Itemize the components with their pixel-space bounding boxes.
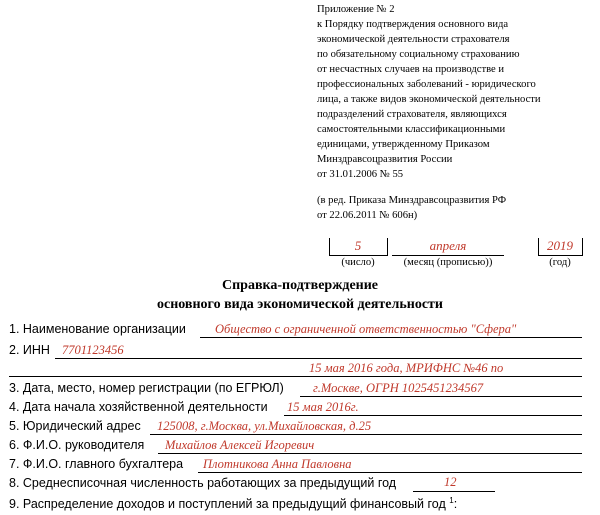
field-director-value[interactable]: Михайлов Алексей Игоревич <box>165 438 315 452</box>
field-accountant-value[interactable]: Плотникова Анна Павловна <box>203 457 352 471</box>
field-org-name-value[interactable]: Общество с ограниченной ответственностью "Сфера" <box>215 322 517 336</box>
date-bracket <box>387 238 388 256</box>
date-year-value[interactable]: 2019 <box>547 238 573 253</box>
appendix-line: лица, а также видов экономической деятельности <box>317 94 541 105</box>
field-headcount-underline <box>413 491 495 492</box>
field-start-date-underline <box>284 415 582 416</box>
field-director-underline <box>158 453 582 454</box>
month-caption: (месяц (прописью)) <box>403 257 493 268</box>
field-director-label: 6. Ф.И.О. руководителя <box>9 438 145 452</box>
date-month-value[interactable]: апреля <box>429 238 467 253</box>
field-inn-value[interactable]: 7701123456 <box>62 343 124 357</box>
appendix-header <box>317 2 597 223</box>
footnote-marker: 1 <box>449 496 454 505</box>
field-revenue-distribution-suffix: : <box>453 497 458 512</box>
field-revenue-distribution-label <box>9 496 457 511</box>
appendix-line: от несчастных случаев на производстве и <box>317 64 505 75</box>
field-registration-underline-top <box>9 376 582 377</box>
field-org-name-label: 1. Наименование организации <box>9 322 186 336</box>
field-registration-label: 3. Дата, место, номер регистрации (по ЕГРЮЛ) <box>9 381 284 395</box>
year-caption: (год) <box>549 257 571 268</box>
field-registration-value-line1[interactable]: 15 мая 2016 года, МРИФНС №46 по <box>309 361 504 375</box>
field-accountant-label: 7. Ф.И.О. главного бухгалтера <box>9 457 184 471</box>
appendix-line: экономической деятельности страхователя <box>317 34 510 45</box>
field-headcount-label: 8. Среднесписочная численность работающих за предыдущий год <box>9 476 397 490</box>
year-underline <box>538 255 582 256</box>
field-inn-label: 2. ИНН <box>9 343 50 357</box>
edition-note-line: от 22.06.2011 № 606н) <box>317 210 418 221</box>
appendix-line: подразделений страхователя, являющихся <box>317 109 507 120</box>
field-address-label: 5. Юридический адрес <box>9 419 141 433</box>
day-underline <box>329 255 387 256</box>
field-headcount-value[interactable]: 12 <box>444 475 457 489</box>
appendix-line: единицами, утвержденному Приказом <box>317 139 490 150</box>
field-revenue-distribution-text: 9. Распределение доходов и поступлений за предыдущий финансовый год <box>9 497 446 512</box>
month-underline <box>392 255 504 256</box>
appendix-line: профессиональных заболеваний - юридического <box>317 79 536 90</box>
document-subtitle: основного вида экономической деятельности <box>157 297 443 312</box>
appendix-line: Минздравсоцразвития России <box>317 154 453 165</box>
field-accountant-underline <box>198 472 582 473</box>
field-registration-value-line2[interactable]: г.Москве, ОГРН 1025451234567 <box>313 381 484 395</box>
appendix-line: самостоятельными классификационными <box>317 124 506 135</box>
field-inn-underline <box>55 358 582 359</box>
appendix-line: Приложение № 2 <box>317 4 395 15</box>
appendix-line: по обязательному социальному страхованию <box>317 49 520 60</box>
field-registration-underline <box>300 396 582 397</box>
date-bracket <box>582 238 583 256</box>
field-address-underline <box>150 434 582 435</box>
appendix-line: к Порядку подтверждения основного вида <box>317 19 509 30</box>
document-title: Справка-подтверждение <box>221 278 379 293</box>
edition-note-line: (в ред. Приказа Минздравсоцразвития РФ <box>317 195 507 206</box>
date-day-value[interactable]: 5 <box>354 238 362 253</box>
day-caption: (число) <box>341 257 375 268</box>
field-start-date-label: 4. Дата начала хозяйственной деятельности <box>9 400 268 414</box>
field-address-value[interactable]: 125008, г.Москва, ул.Михайловская, д.25 <box>157 419 372 433</box>
appendix-line: от 31.01.2006 № 55 <box>317 169 404 180</box>
field-org-name-underline <box>200 337 582 338</box>
field-start-date-value[interactable]: 15 мая 2016г. <box>287 400 359 414</box>
